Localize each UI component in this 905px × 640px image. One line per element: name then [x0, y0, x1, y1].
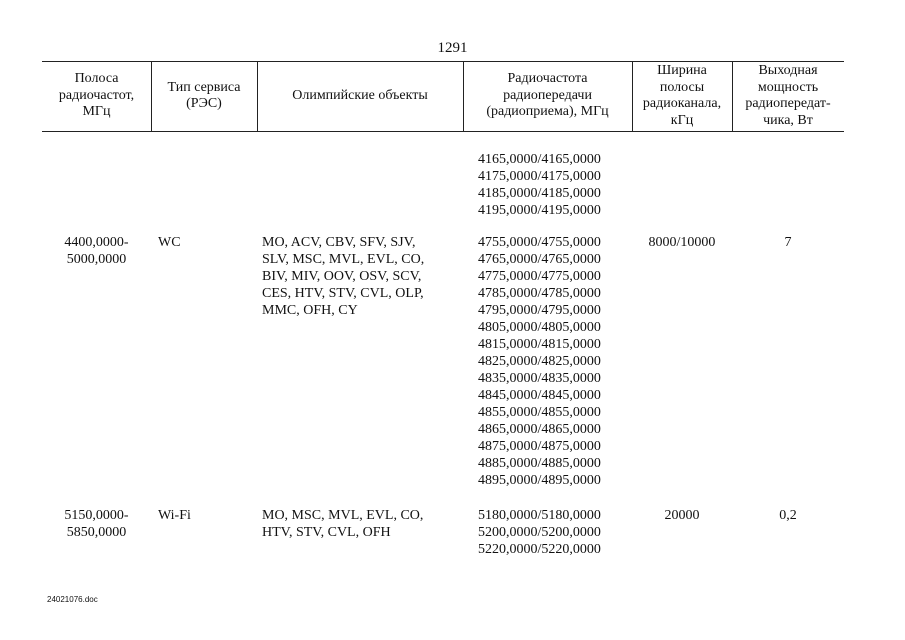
row-2-bandwidth: 20000	[664, 508, 700, 523]
row-2-objects: MO, MSC, MVL, EVL, CO, HTV, STV, CVL, OFH	[262, 508, 424, 540]
row-1-objects: MO, ACV, CBV, SFV, SJV, SLV, MSC, MVL, EVL, CO, BIV, MIV, OOV, OSV, SCV, CES, HTV, STV, CVL, OLP, MMC, OFH, CY	[262, 235, 425, 318]
header-objects-text: Олимпийские объекты	[292, 87, 428, 103]
header-objects	[257, 61, 463, 131]
row-1-bandwidth: 8000/10000	[648, 235, 716, 250]
header-frequency	[463, 61, 632, 131]
header-service	[151, 61, 257, 131]
row-1-power: 7	[784, 235, 792, 250]
row-2-service: Wi-Fi	[158, 508, 191, 523]
table-header-bottom-rule	[42, 131, 844, 132]
header-bandwidth	[632, 61, 732, 131]
page-number: 1291	[437, 40, 468, 56]
row-2-frequencies: 5180,0000/5180,0000 5200,0000/5200,0000 5220,0000/5220,0000	[478, 508, 601, 557]
row-1-service: WC	[158, 235, 181, 250]
row-2-band: 5150,0000- 5850,0000	[64, 508, 129, 540]
header-service-text: Тип сервиса (РЭС)	[167, 79, 241, 111]
header-bandwidth-text: Ширина полосы радиоканала, кГц	[642, 63, 722, 128]
header-band	[42, 61, 151, 131]
header-power-text: Выходная мощность радиопередат- чика, Вт	[745, 63, 831, 128]
footer-filename: 24021076.doc	[47, 595, 98, 604]
row-2-power: 0,2	[779, 508, 797, 523]
continuation-frequencies: 4165,0000/4165,0000 4175,0000/4175,0000 4185,0000/4185,0000 4195,0000/4195,0000	[478, 152, 601, 218]
header-power	[732, 61, 844, 131]
header-frequency-text: Радиочастота радиопередачи (радиоприема), МГц	[486, 71, 609, 120]
row-1-band: 4400,0000- 5000,0000	[64, 235, 129, 267]
row-1-frequencies: 4755,0000/4755,0000 4765,0000/4765,0000 4775,0000/4775,0000 4785,0000/4785,0000 4795,0000/4795,0000 4805,0000/4805,0000 4815,0000/4815,0000 4825,0000/4825,0000 4835,0000/4835,0000 4845,0000/4845,0000 4855,0000/4855,0000 4865,0000/4865,0000 4875,0000/4875,0000 4885,0000/4885,0000 4895,0000/4895,0000	[478, 235, 601, 488]
header-band-text: Полоса радиочастот, МГц	[58, 71, 135, 120]
